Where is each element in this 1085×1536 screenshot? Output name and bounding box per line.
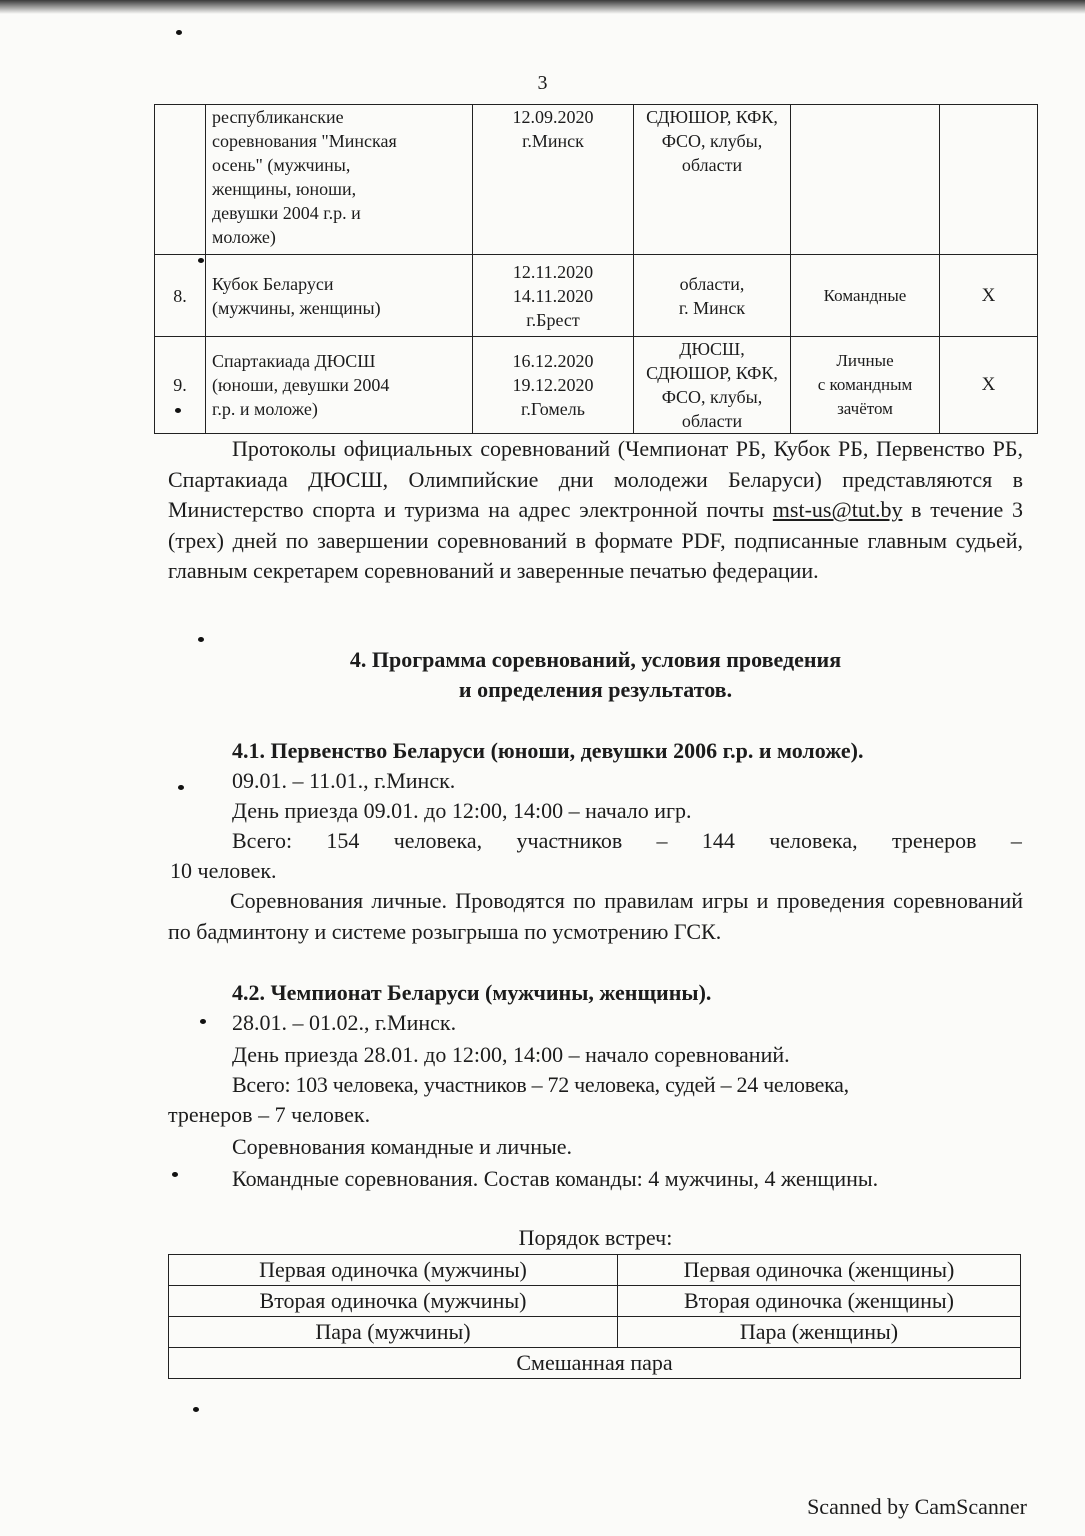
total-word: тренеров bbox=[891, 828, 977, 853]
total-word: человека, bbox=[769, 828, 858, 853]
match-cell: Первая одиночка (мужчины) bbox=[169, 1255, 618, 1286]
competition-name bbox=[206, 255, 473, 337]
cell-line: г.Гомель bbox=[521, 399, 585, 419]
row-number: 9. bbox=[155, 337, 206, 434]
scan-speck bbox=[178, 785, 184, 790]
match-cell: Смешанная пара bbox=[169, 1348, 1021, 1379]
cell-line: республиканские bbox=[212, 107, 344, 127]
total-word: участников bbox=[516, 828, 623, 853]
protocol-text-end: в течение 3 (трех) дней по завершении соревнований в формате PDF, подписанные главным судьей, главным секретарем соревнований и заверенные печатью федерации. bbox=[168, 497, 1023, 583]
scan-edge bbox=[0, 0, 1085, 14]
cell-line: 16.12.2020 bbox=[512, 351, 594, 371]
match-order-table bbox=[168, 1254, 1021, 1379]
scan-speck bbox=[175, 408, 181, 413]
cell-line: женщины, юноши, bbox=[212, 179, 357, 199]
subsection-4-1-total-cont: 10 человек. bbox=[170, 858, 277, 883]
total-word: 154 bbox=[326, 828, 360, 853]
cell-line: СДЮШОР, КФК, bbox=[646, 107, 778, 127]
competition-type bbox=[791, 105, 940, 255]
email-link[interactable]: mst-us@tut.by bbox=[772, 497, 903, 522]
subsection-4-1-rules: Соревнования личные. Проводятся по правилам игры и проведения соревнований по бадминтону и системе розыгрыша по усмотрению ГСК. bbox=[168, 888, 1023, 944]
match-cell: Вторая одиночка (женщины) bbox=[618, 1286, 1021, 1317]
subsection-4-2-team: Командные соревнования. Состав команды: 4 мужчины, 4 женщины. bbox=[232, 1166, 879, 1191]
section-4-title bbox=[168, 645, 1023, 705]
cell-line: Личные bbox=[836, 351, 894, 370]
cell-line: соревнования "Минская bbox=[212, 131, 397, 151]
subsection-4-1-dates: 09.01. – 11.01., г.Минск. bbox=[232, 768, 456, 793]
subsection-4-1-total bbox=[232, 826, 1022, 856]
subsection-4-2-arrival: День приезда 28.01. до 12:00, 14:00 – начало соревнований. bbox=[232, 1042, 790, 1067]
cell-line: девушки 2004 г.р. и bbox=[212, 203, 361, 223]
cell-line: зачётом bbox=[837, 399, 893, 418]
competition-name bbox=[206, 337, 473, 434]
total-word: Всего: bbox=[232, 828, 293, 853]
table-row bbox=[169, 1317, 1021, 1348]
total-word: – bbox=[1010, 828, 1022, 853]
cell-line: осень" (мужчины, bbox=[212, 155, 351, 175]
cell-line: 12.11.2020 bbox=[512, 261, 594, 282]
subsection-4-2-title: 4.2. Чемпионат Беларуси (мужчины, женщины). bbox=[232, 980, 712, 1005]
competition-name bbox=[206, 105, 473, 255]
protocol-text-start: Протоколы официальных соревнований (Чемпионат РБ, Кубок РБ, Первенство РБ, Спартакиада ДЮСШ, Олимпийские дни молодежи Беларуси) представляются в Министерство спорта и туризма на адрес электронной почты bbox=[168, 436, 1023, 522]
match-cell: Пара (мужчины) bbox=[169, 1317, 618, 1348]
competition-participants bbox=[634, 105, 791, 255]
subsection-4-2-total-cont: тренеров – 7 человек. bbox=[168, 1102, 371, 1127]
scanner-watermark: Scanned by CamScanner bbox=[807, 1494, 1027, 1519]
subsection-4-2-type: Соревнования командные и личные. bbox=[232, 1134, 573, 1159]
competition-mark: Х bbox=[940, 255, 1038, 337]
scan-speck bbox=[176, 30, 182, 35]
match-cell: Вторая одиночка (мужчины) bbox=[169, 1286, 618, 1317]
cell-line: СДЮШОР, КФК, bbox=[646, 363, 778, 383]
section-4-title-line1: 4. Программа соревнований, условия проведения bbox=[349, 647, 842, 672]
cell-line: области, bbox=[679, 273, 745, 294]
row-number bbox=[155, 105, 206, 255]
cell-line: Кубок Беларуси bbox=[212, 273, 334, 294]
page-number: 3 bbox=[537, 72, 548, 94]
cell-line: ФСО, клубы, bbox=[661, 387, 763, 407]
total-word: человека, bbox=[393, 828, 483, 853]
table-row bbox=[155, 105, 1038, 255]
cell-line: области bbox=[681, 411, 743, 431]
cell-line: Спартакиада ДЮСШ bbox=[212, 351, 376, 371]
cell-line: 14.11.2020 bbox=[512, 285, 594, 306]
cell-line: г.р. и моложе) bbox=[212, 399, 318, 419]
subsection-4-2-total: Всего: 103 человека, участников – 72 человека, судей – 24 человека, bbox=[232, 1072, 849, 1097]
scan-speck bbox=[172, 1172, 178, 1177]
competition-participants bbox=[634, 255, 791, 337]
competition-date bbox=[473, 337, 634, 434]
table-row bbox=[155, 255, 1038, 337]
cell-line: г.Брест bbox=[526, 309, 580, 330]
cell-line: Командные bbox=[823, 285, 907, 305]
table-row bbox=[169, 1348, 1021, 1379]
cell-line: г. Минск bbox=[678, 297, 746, 318]
table-row bbox=[169, 1286, 1021, 1317]
subsection-4-2-dates: 28.01. – 01.02., г.Минск. bbox=[232, 1010, 457, 1035]
cell-line: г.Минск bbox=[522, 131, 584, 151]
cell-line: моложе) bbox=[212, 227, 276, 247]
cell-line: ДЮСШ, bbox=[679, 339, 745, 359]
row-number: 8. bbox=[155, 255, 206, 337]
competition-participants bbox=[634, 337, 791, 434]
match-order-caption: Порядок встреч: bbox=[518, 1225, 673, 1250]
total-word: 144 bbox=[701, 828, 735, 853]
competition-date bbox=[473, 255, 634, 337]
competition-date bbox=[473, 105, 634, 255]
cell-line: ФСО, клубы, bbox=[661, 131, 763, 151]
table-row bbox=[169, 1255, 1021, 1286]
cell-line: 19.12.2020 bbox=[512, 375, 594, 395]
cell-line: области bbox=[681, 155, 743, 175]
match-cell: Пара (женщины) bbox=[618, 1317, 1021, 1348]
total-word: – bbox=[656, 828, 668, 853]
section-4-title-line2: и определения результатов. bbox=[458, 677, 733, 702]
match-cell: Первая одиночка (женщины) bbox=[618, 1255, 1021, 1286]
schedule-table bbox=[154, 104, 1038, 434]
scan-speck bbox=[200, 1019, 206, 1024]
cell-line: (мужчины, женщины) bbox=[212, 297, 381, 318]
cell-line: 12.09.2020 bbox=[512, 107, 594, 127]
table-row bbox=[155, 337, 1038, 434]
protocol-paragraph bbox=[168, 434, 1023, 587]
competition-mark bbox=[940, 105, 1038, 255]
competition-mark: Х bbox=[940, 337, 1038, 434]
competition-type bbox=[791, 337, 940, 434]
cell-line: (юноши, девушки 2004 bbox=[212, 375, 390, 395]
scan-speck bbox=[198, 637, 204, 642]
scan-speck bbox=[198, 258, 204, 263]
subsection-4-1-arrival: День приезда 09.01. до 12:00, 14:00 – начало игр. bbox=[232, 798, 692, 823]
competition-type bbox=[791, 255, 940, 337]
cell-line: с командным bbox=[817, 375, 913, 394]
scan-speck bbox=[193, 1407, 199, 1412]
subsection-4-1-title: 4.1. Первенство Беларуси (юноши, девушки 2006 г.р. и моложе). bbox=[232, 738, 864, 763]
